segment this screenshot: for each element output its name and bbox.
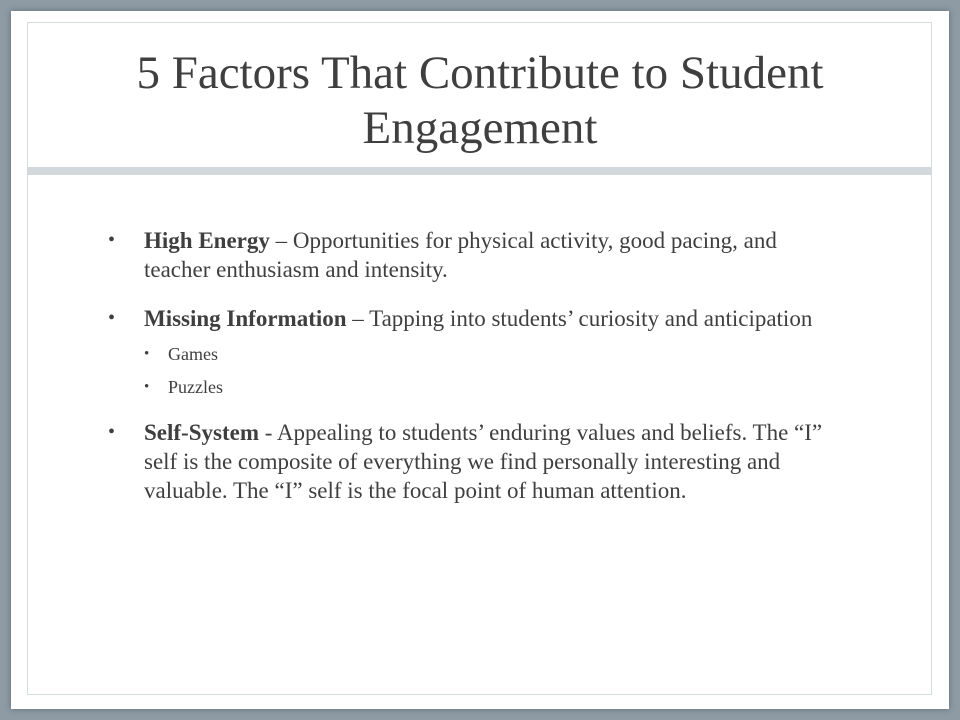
bullet-dot-icon: • <box>108 307 116 329</box>
sub-bullet-text: Games <box>168 344 218 364</box>
sub-bullet-text: Puzzles <box>168 377 223 397</box>
bullet-text: - Appealing to students’ enduring values and beliefs. The “I” self is the composite of everything we find personally interesting and valuable. The “I” self is the focal point of human attention. <box>144 420 823 503</box>
sub-bullet-dot-icon: • <box>144 346 150 362</box>
sub-bullet-item-puzzles <box>144 376 848 398</box>
bullet-item-high-energy <box>108 226 848 284</box>
bullet-item-missing-information <box>108 304 848 398</box>
bullet-heading: Missing Information <box>144 306 347 331</box>
sub-bullet-dot-icon: • <box>144 379 150 395</box>
bullet-heading: Self-System <box>144 420 259 445</box>
bullet-dot-icon: • <box>108 229 116 251</box>
slide <box>11 11 949 709</box>
bullet-text: – Tapping into students’ curiosity and anticipation <box>346 306 813 331</box>
bullet-dot-icon: • <box>108 421 116 443</box>
sub-bullet-list <box>144 343 848 398</box>
bullet-list <box>108 226 848 525</box>
slide-title: 5 Factors That Contribute to Student Engagement <box>136 47 824 154</box>
bullet-item-self-system <box>108 418 848 505</box>
sub-bullet-item-games <box>144 343 848 365</box>
title-divider <box>27 167 932 175</box>
bullet-text: – Opportunities for physical activity, good pacing, and teacher enthusiasm and intensity. <box>144 228 777 282</box>
bullet-heading: High Energy <box>144 228 270 253</box>
